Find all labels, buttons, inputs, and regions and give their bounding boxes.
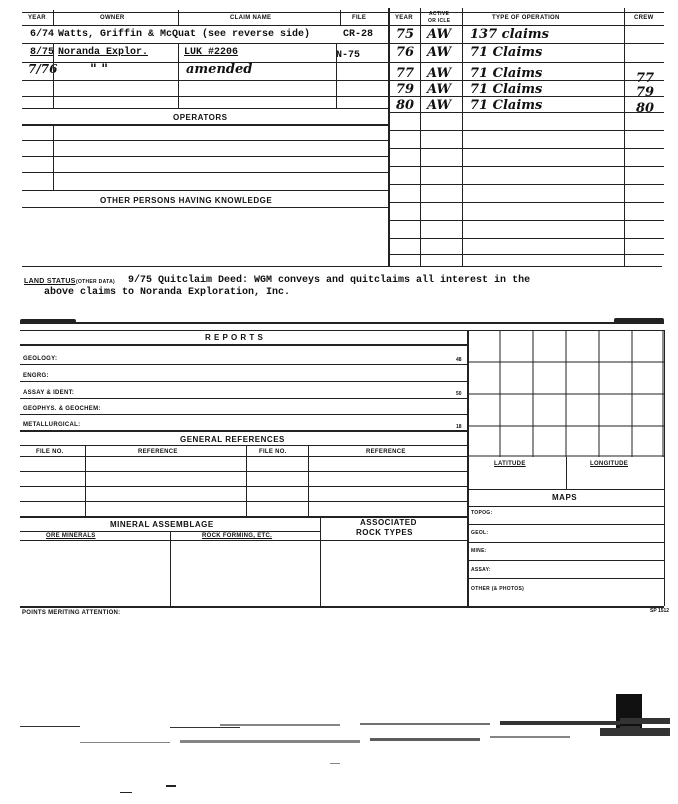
operators-title: OPERATORS: [173, 113, 228, 122]
owner-row-year: 8/75: [30, 47, 55, 58]
header-owner: OWNER: [100, 15, 125, 21]
report-label-metallurgical: METALLURGICAL:: [23, 422, 81, 428]
longitude-label: LONGITUDE: [590, 461, 629, 467]
operators-rule: [22, 124, 388, 126]
reports-title: R E P O R T S: [205, 333, 264, 342]
rock-types-label: ROCK TYPES: [356, 528, 414, 537]
owner-row-claim: LUK #2206: [184, 47, 239, 58]
report-label-engrg: ENGRG:: [23, 373, 49, 379]
header-year: YEAR: [395, 15, 413, 21]
ref-col-reference: REFERENCE: [138, 449, 178, 455]
latitude-label: LATITUDE: [494, 461, 526, 467]
row-rule: [388, 166, 664, 167]
row-rule: [20, 414, 467, 415]
associated-label: ASSOCIATED: [360, 518, 417, 527]
row-rule: [22, 96, 388, 97]
report-label-geophys: GEOPHYS. & GEOCHEM:: [23, 406, 101, 412]
header-crew: CREW: [634, 15, 654, 21]
row-rule: [388, 130, 664, 131]
row-rule: [388, 254, 664, 255]
row-rule: [467, 524, 664, 525]
operation-year: 80: [396, 98, 415, 113]
report-num: 48: [456, 357, 462, 363]
operation-type: 71 Claims: [470, 45, 543, 60]
right-border: [664, 330, 665, 606]
reports-title-rule: [20, 344, 467, 346]
report-label-geology: GEOLOGY:: [23, 356, 58, 362]
row-rule: [388, 148, 664, 149]
column-divider: [85, 445, 86, 516]
row-rule: [20, 430, 467, 432]
ref-col-file-no: FILE NO.: [36, 449, 64, 455]
row-rule: [22, 140, 388, 141]
row-rule: [20, 501, 467, 502]
owner-row-file: CR-28: [343, 29, 374, 40]
punch-mark: [614, 318, 664, 323]
header-top-rule: [22, 12, 388, 13]
row-rule: [388, 43, 664, 44]
row-rule: [20, 364, 467, 365]
operation-type: 71 Claims: [470, 66, 543, 81]
ref-col-reference: REFERENCE: [366, 449, 406, 455]
row-rule: [20, 456, 467, 457]
land-status-text-line2: above claims to Noranda Exploration, Inc.: [44, 287, 291, 298]
maps-topog: TOPOG:: [471, 510, 493, 516]
land-status-sublabel: (OTHER DATA): [76, 279, 115, 285]
column-divider: [320, 516, 321, 606]
section-bottom-rule: [20, 606, 664, 608]
operation-year: 76: [396, 45, 415, 60]
column-divider: [462, 8, 463, 266]
header-divider: [178, 10, 179, 25]
scan-mark: [120, 792, 132, 793]
row-rule: [22, 207, 388, 208]
section-top-rule: [20, 322, 664, 324]
operation-active: AW: [427, 27, 452, 42]
row-rule: [20, 398, 467, 399]
operation-type: 71 Claims: [470, 82, 543, 97]
operation-active: AW: [427, 45, 452, 60]
other-persons-title: OTHER PERSONS HAVING KNOWLEDGE: [100, 196, 273, 205]
form-number: SP 1512: [650, 608, 670, 614]
header-claim-name: CLAIM NAME: [230, 15, 272, 21]
owner-row-year: 7/76: [28, 62, 58, 76]
ref-col-file-no: FILE NO.: [259, 449, 287, 455]
row-rule: [388, 220, 664, 221]
operation-active: AW: [427, 98, 452, 113]
operations-left-border: [388, 8, 390, 266]
operation-type: 71 Claims: [470, 98, 543, 113]
header-divider: [53, 10, 54, 25]
header-active-sub: OR ICLE: [428, 18, 451, 24]
operation-crew: 80: [636, 101, 655, 116]
owner-row-owner: Noranda Explor.: [58, 47, 149, 58]
mineral-assemblage-title: MINERAL ASSEMBLAGE: [110, 520, 214, 529]
header-bottom-rule: [388, 25, 664, 26]
column-divider: [566, 457, 567, 489]
row-rule: [20, 381, 467, 382]
row-rule: [22, 156, 388, 157]
header-divider: [340, 10, 341, 25]
row-rule: [20, 486, 467, 487]
maps-assay: ASSAY:: [471, 567, 491, 573]
owner-row-year: 6/74: [30, 29, 55, 40]
land-status-rule: [22, 266, 662, 267]
header-bottom-rule: [22, 25, 388, 26]
row-rule: [467, 506, 664, 507]
operation-crew: 79: [636, 85, 655, 100]
row-rule: [388, 184, 664, 185]
column-divider: [178, 43, 179, 108]
column-divider: [53, 43, 54, 108]
operation-crew: 77: [636, 71, 655, 86]
points-meriting-attention-label: POINTS MERITING ATTENTION:: [22, 610, 121, 616]
row-rule: [467, 560, 664, 561]
row-rule: [388, 62, 664, 63]
scan-noise-band: [20, 718, 670, 768]
header-file: FILE: [352, 15, 367, 21]
row-rule: [388, 202, 664, 203]
column-divider: [308, 445, 309, 516]
row-rule: [22, 108, 388, 109]
column-divider: [170, 531, 171, 606]
row-rule: [388, 238, 664, 239]
row-rule: [467, 542, 664, 543]
column-divider: [420, 8, 421, 266]
maps-title: MAPS: [552, 493, 578, 502]
maps-mine: MINE:: [471, 548, 487, 554]
report-label-assay: ASSAY & IDENT:: [23, 390, 75, 396]
operation-active: AW: [427, 82, 452, 97]
header-active: ACTIVE: [429, 11, 450, 17]
row-rule: [22, 80, 388, 81]
location-grid-lines: [467, 330, 664, 457]
rock-forming-label: ROCK FORMING, ETC.: [202, 533, 273, 539]
row-rule: [22, 172, 388, 173]
row-rule: [20, 445, 467, 446]
operation-year: 79: [396, 82, 415, 97]
row-rule: [20, 471, 467, 472]
land-status-text-line1: 9/75 Quitclaim Deed: WGM conveys and quitclaims all interest in the: [128, 275, 531, 286]
ore-minerals-label: ORE MINERALS: [46, 533, 96, 539]
column-divider: [624, 8, 625, 266]
row-rule: [467, 489, 664, 490]
owner-row-owner: Watts, Griffin & McQuat (see reverse side): [58, 29, 311, 40]
operation-active: AW: [427, 66, 452, 81]
row-rule: [20, 540, 467, 541]
row-rule: [22, 43, 388, 44]
maps-geol: GEOL:: [471, 530, 489, 536]
owner-row-claim: amended: [186, 62, 253, 77]
column-divider: [53, 124, 54, 190]
row-rule: [467, 578, 664, 579]
operation-year: 77: [396, 66, 415, 81]
scan-mark: [166, 785, 176, 787]
land-status-label: LAND STATUS: [24, 278, 76, 285]
row-rule: [22, 190, 388, 191]
owner-row-file: N-75: [336, 50, 361, 61]
header-type-of-operation: TYPE OF OPERATION: [492, 15, 560, 21]
maps-other: OTHER (& PHOTOS): [471, 586, 525, 592]
operation-year: 75: [396, 27, 415, 42]
header-year: YEAR: [28, 15, 46, 21]
report-num: 18: [456, 424, 462, 430]
report-num: 50: [456, 391, 462, 397]
column-divider: [246, 445, 247, 516]
column-divider: [336, 43, 337, 108]
general-references-title: GENERAL REFERENCES: [180, 435, 285, 444]
owner-row-owner: " ": [90, 62, 109, 77]
operation-type: 137 claims: [470, 27, 549, 42]
